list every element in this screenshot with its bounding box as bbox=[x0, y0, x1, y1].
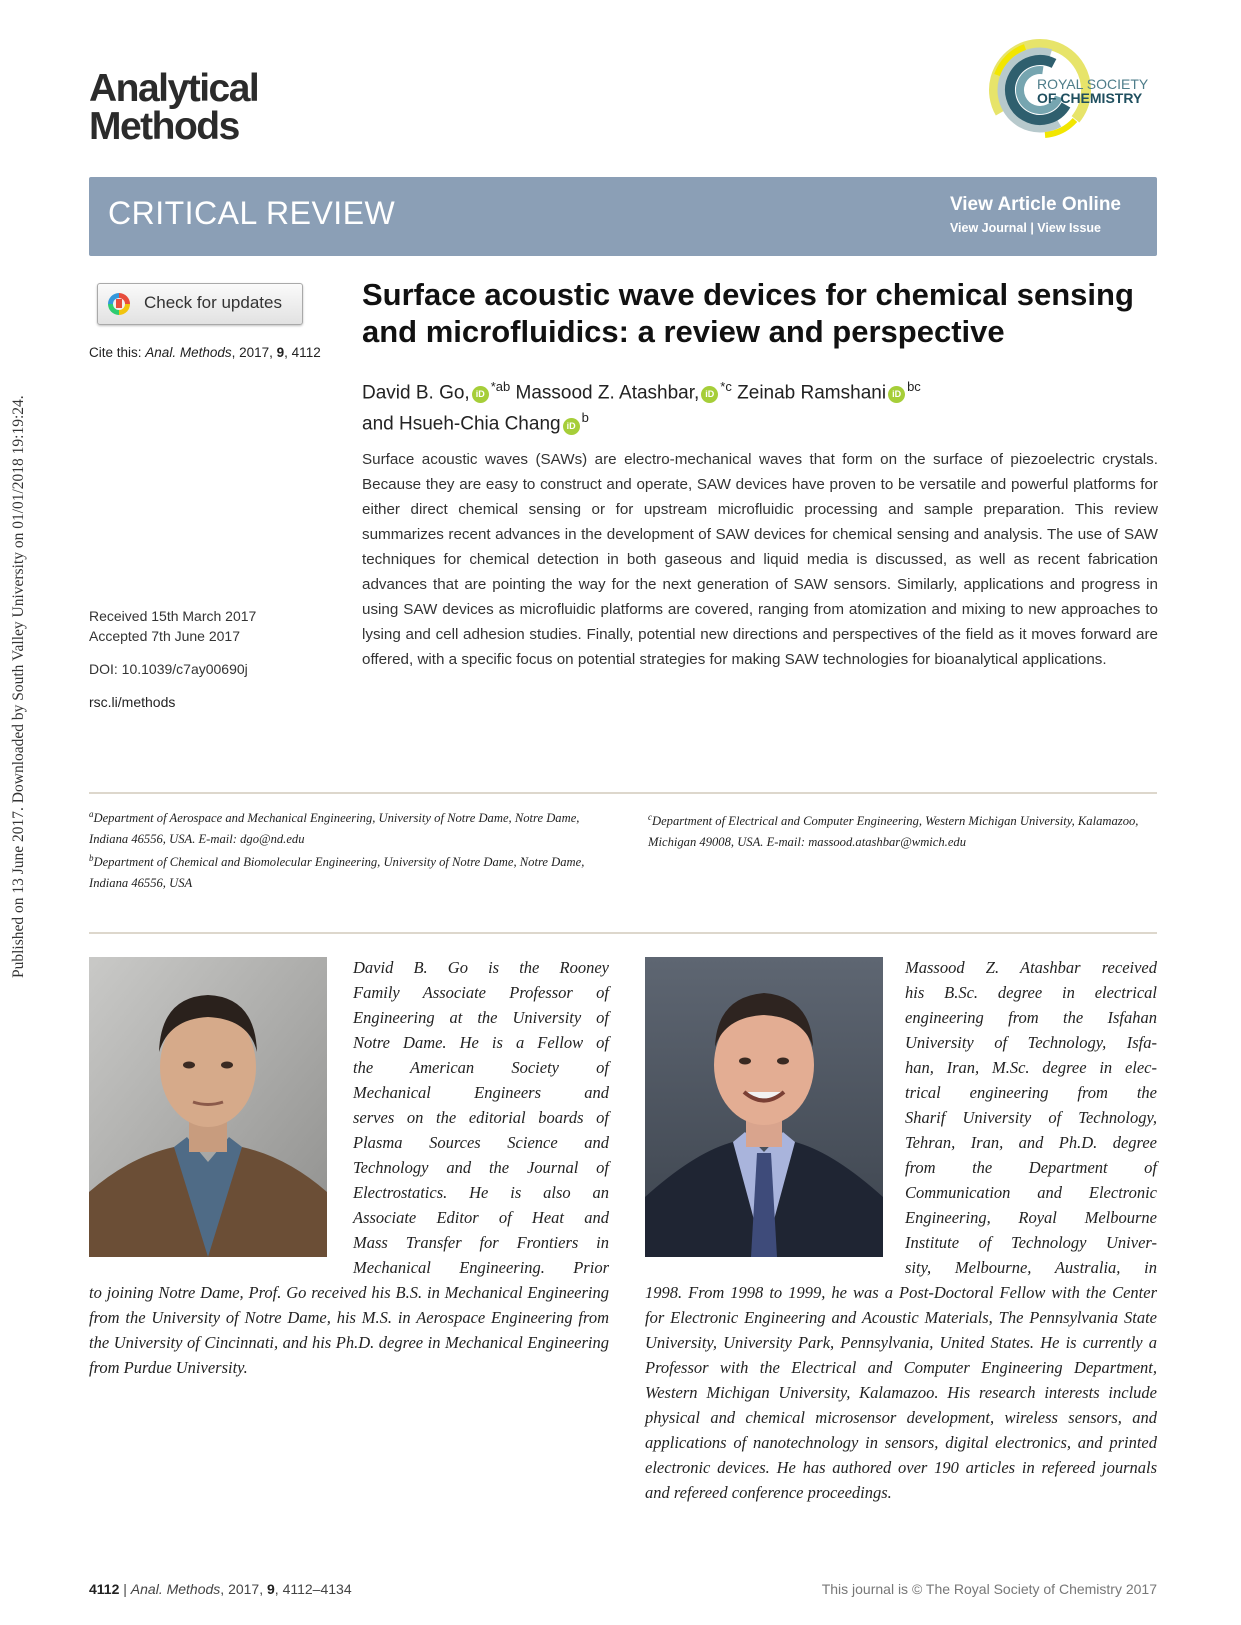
bio-atashbar-rest: 1998. From 1998 to 1999, he was a Post-Doctoral Fellow with the Center for Electronic Engineering and Acoustic Materials, The Pennsylvania State University, University Park, Pennsylvania, United States. He is currently a Professor with the Electrical and Computer Engineering Department, Western Michigan University, Kalamazoo. His research interests include physical and chemical microsensor development, wireless sensors, and applications of nanotechnology in sensors, digital electronics, and printed electronic devices. He has authored over 190 articles in refereed journals and refereed conference proceedings. bbox=[645, 1283, 1157, 1502]
footer-year: , 2017, bbox=[220, 1581, 267, 1597]
affiliation-a bbox=[89, 804, 609, 850]
bio-atashbar-line: engineering from the Isfahan bbox=[905, 1008, 1157, 1027]
footer-journal: Anal. Methods bbox=[130, 1581, 221, 1597]
view-article-online-link[interactable]: View Article Online bbox=[949, 194, 1121, 215]
bio-atashbar-line: his B.Sc. degree in electrical bbox=[905, 983, 1157, 1002]
title-line2: and microfluidics: a review and perspective bbox=[362, 314, 1005, 349]
orcid-icon[interactable]: iD bbox=[888, 386, 905, 403]
divider-top bbox=[89, 792, 1157, 794]
footer-sep: | bbox=[123, 1581, 127, 1597]
bio-atashbar-line: han, Iran, M.Sc. degree in elec- bbox=[905, 1058, 1157, 1077]
bio-go-line: Mechanical Engineering. Prior bbox=[353, 1258, 609, 1277]
affil-text-c: Department of Electrical and Computer Engineering, Western Michigan University, Kalamazoo, Michigan 49008, USA. E-mail: massood.atashbar@wmich.edu bbox=[648, 814, 1139, 850]
link-separator: | bbox=[1030, 221, 1034, 235]
footer-citation bbox=[89, 1581, 352, 1597]
cite-year: , 2017, bbox=[231, 345, 277, 360]
bio-atashbar-line: Institute of Technology Univer- bbox=[905, 1233, 1157, 1252]
orcid-icon[interactable]: iD bbox=[701, 386, 718, 403]
bio-atashbar-wrap bbox=[905, 955, 1157, 1280]
check-updates-label: Check for updates bbox=[144, 293, 282, 312]
accepted-date: Accepted 7th June 2017 bbox=[89, 628, 241, 644]
bio-go-line: serves on the editorial boards of bbox=[353, 1108, 609, 1127]
author-go[interactable]: David B. Go, bbox=[362, 382, 470, 404]
cite-page: , 4112 bbox=[284, 345, 321, 360]
affil-marker-a: a bbox=[89, 809, 94, 819]
author-photo-go bbox=[89, 957, 327, 1257]
footer-volume: 9 bbox=[267, 1581, 275, 1597]
bio-go-line: Associate Editor of Heat and bbox=[353, 1208, 609, 1227]
affiliation-b bbox=[89, 848, 609, 894]
bio-atashbar-line: University of Technology, Isfa- bbox=[905, 1033, 1157, 1052]
rsc-wordmark-bold: OF CHEMISTRY bbox=[1037, 90, 1143, 106]
bio-atashbar-line: Massood Z. Atashbar received bbox=[905, 958, 1157, 977]
affil-marker-b: b bbox=[89, 853, 94, 863]
bio-go-line: Plasma Sources Science and bbox=[353, 1133, 609, 1152]
view-issue-link[interactable]: View Issue bbox=[1037, 221, 1101, 235]
author-ramshani[interactable]: Zeinab Ramshani bbox=[737, 382, 887, 404]
cite-this bbox=[89, 345, 321, 360]
doi[interactable]: DOI: 10.1039/c7ay00690j bbox=[89, 661, 248, 677]
divider-bottom bbox=[89, 932, 1157, 934]
affil-text-b: Department of Chemical and Biomolecular Engineering, University of Notre Dame, Notre Dame, Indiana 46556, USA bbox=[89, 855, 585, 891]
affil-marker-c: c bbox=[648, 812, 652, 822]
author-go-affil: *ab bbox=[490, 379, 511, 394]
journal-name-line1: Analytical bbox=[89, 67, 259, 110]
portrait-go-icon bbox=[89, 957, 327, 1257]
page-number: 4112 bbox=[89, 1581, 120, 1597]
author-chang-affil: b bbox=[581, 410, 589, 426]
bio-atashbar-line: Communication and Electronic bbox=[905, 1183, 1157, 1202]
bio-go-rest: to joining Notre Dame, Prof. Go received his B.S. in Mechanical Engineering from the University of Notre Dame, his M.S. in Aerospace Engineering from the University of Cincinnati, and his Ph.D. degree in Mechanical Engineering from Purdue University. bbox=[89, 1283, 609, 1377]
author-atashbar-affil: *c bbox=[720, 379, 732, 394]
crossmark-icon bbox=[108, 293, 130, 315]
article-type-banner bbox=[89, 177, 1157, 256]
bio-atashbar-line: sity, Melbourne, Australia, in bbox=[905, 1258, 1157, 1277]
banner-links bbox=[950, 194, 1121, 235]
download-watermark bbox=[6, 330, 26, 980]
bio-go-line: Notre Dame. He is a Fellow of bbox=[353, 1033, 609, 1052]
bio-go-line: Technology and the Journal of bbox=[353, 1158, 609, 1177]
orcid-icon[interactable]: iD bbox=[563, 418, 580, 435]
bio-go-wrap bbox=[353, 955, 609, 1280]
author-photo-atashbar bbox=[645, 957, 883, 1257]
bio-go-line: the American Society of bbox=[353, 1058, 609, 1077]
rsc-wordmark-line2 bbox=[1037, 91, 1148, 105]
view-links-row bbox=[950, 221, 1121, 235]
bio-go-line: Electrostatics. He is also an bbox=[353, 1183, 609, 1202]
rsc-wordmark bbox=[1037, 77, 1148, 105]
bio-atashbar-side bbox=[905, 955, 1157, 1280]
bio-atashbar-line: from the Department of bbox=[905, 1158, 1157, 1177]
check-for-updates-button[interactable] bbox=[97, 283, 303, 325]
bio-go-line: David B. Go is the Rooney bbox=[353, 958, 609, 977]
bio-atashbar-line: Engineering, Royal Melbourne bbox=[905, 1208, 1157, 1227]
bio-atashbar-line: Tehran, Iran, and Ph.D. degree bbox=[905, 1133, 1157, 1152]
rsc-logo[interactable] bbox=[985, 35, 1160, 145]
journal-logo[interactable] bbox=[89, 67, 259, 148]
journal-website-link[interactable]: rsc.li/methods bbox=[89, 694, 176, 710]
bio-go-side bbox=[353, 955, 609, 1280]
watermark-text: Published on 13 June 2017. Downloaded by South Valley University on 01/01/2018 19:19:24. bbox=[10, 395, 27, 978]
footer-pages: , 4112–4134 bbox=[274, 1581, 352, 1597]
cite-prefix: Cite this: bbox=[89, 345, 142, 360]
author-chang[interactable]: and Hsueh-Chia Chang bbox=[362, 413, 561, 435]
article-title bbox=[362, 276, 1162, 350]
portrait-atashbar-icon bbox=[645, 957, 883, 1257]
bio-atashbar-line: trical engineering from the bbox=[905, 1083, 1157, 1102]
orcid-icon[interactable]: iD bbox=[472, 386, 489, 403]
author-list bbox=[362, 374, 1162, 437]
bio-go-line: Mechanical Engineers and bbox=[353, 1083, 609, 1102]
cite-volume: 9 bbox=[276, 345, 285, 360]
view-journal-link[interactable]: View Journal bbox=[949, 221, 1027, 235]
article-type-label: CRITICAL REVIEW bbox=[108, 195, 396, 231]
received-date: Received 15th March 2017 bbox=[89, 608, 257, 624]
bio-go-line: Family Associate Professor of bbox=[353, 983, 609, 1002]
cite-journal: Anal. Methods bbox=[145, 345, 232, 360]
bio-go-line: Engineering at the University of bbox=[353, 1008, 609, 1027]
title-line1: Surface acoustic wave devices for chemical sensing bbox=[362, 277, 1134, 312]
affiliation-c bbox=[648, 807, 1160, 853]
journal-name-line2: Methods bbox=[89, 105, 239, 148]
author-ramshani-affil: bc bbox=[907, 379, 921, 394]
bio-atashbar-line: Sharif University of Technology, bbox=[905, 1108, 1157, 1127]
rsc-wordmark-line1: ROYAL SOCIETY bbox=[1037, 76, 1149, 92]
affil-text-a: Department of Aerospace and Mechanical Engineering, University of Notre Dame, Notre Dame, Indiana 46556, USA. E-mail: dgo@nd.edu bbox=[89, 811, 580, 847]
footer-copyright: This journal is © The Royal Society of Chemistry 2017 bbox=[821, 1581, 1157, 1597]
abstract: Surface acoustic waves (SAWs) are electro-mechanical waves that form on the surface of piezoelectric crystals. Because they are easy to construct and operate, SAW devices have proven to be versatile and powerful platforms for either direct chemical sensing or for upstream microfluidic processing and sample preparation. This review summarizes recent advances in the development of SAW devices for chemical sensing and analysis. The use of SAW techniques for chemical detection in both gaseous and liquid media is discussed, as well as recent fabrication advances that are pointing the way for the next generation of SAW sensors. Similarly, applications and progress in using SAW devices as microfluidic platforms are covered, ranging from atomization and mixing to new approaches to lysing and cell adhesion studies. Finally, potential new directions and perspectives of the field as it moves forward are offered, with a specific focus on potential strategies for making SAW technologies for bioanalytical applications. bbox=[362, 451, 1158, 668]
author-atashbar[interactable]: Massood Z. Atashbar, bbox=[515, 382, 700, 404]
bio-go-line: Mass Transfer for Frontiers in bbox=[353, 1233, 609, 1252]
